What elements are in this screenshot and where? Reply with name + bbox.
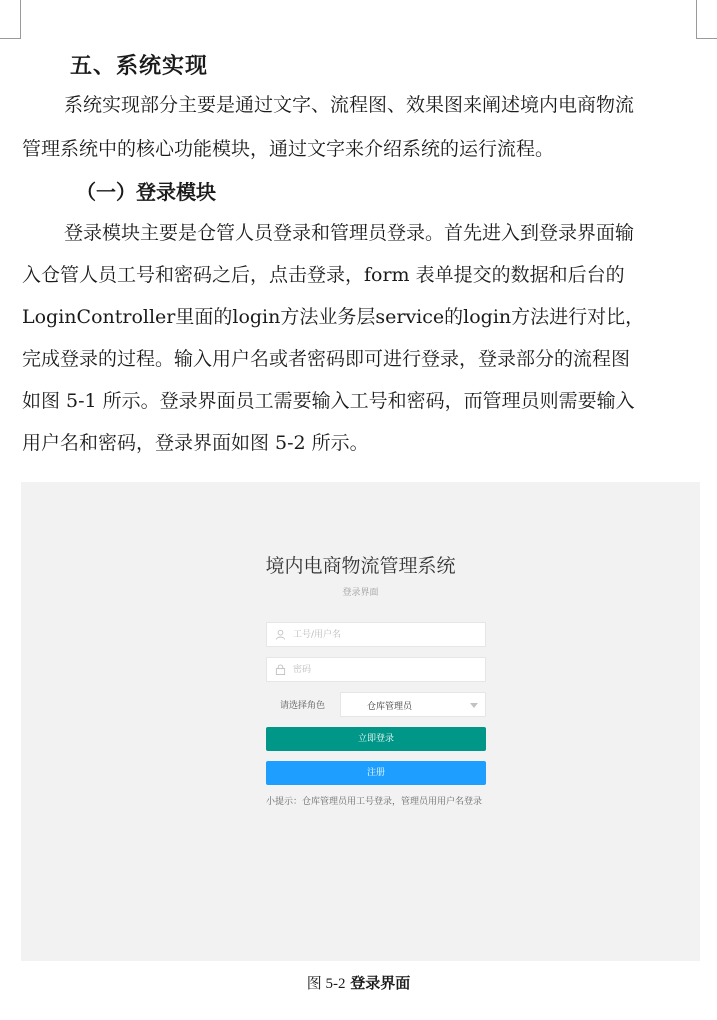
login-button[interactable]: 立即登录: [266, 727, 486, 751]
username-input[interactable]: [293, 623, 481, 646]
subsection-heading: （一）登录模块: [76, 180, 216, 204]
paragraph-line: 入仓管人员工号和密码之后，点击登录，form 表单提交的数据和后台的: [22, 264, 625, 286]
role-select[interactable]: [340, 692, 486, 717]
login-screenshot-figure: [21, 482, 700, 961]
page-corner-mark-right: [696, 0, 717, 39]
paragraph-line: 用户名和密码，登录界面如图 5-2 所示。: [22, 432, 369, 454]
figure-caption-text: 登录界面: [350, 974, 411, 992]
paragraph-line: 系统实现部分主要是通过文字、流程图、效果图来阐述境内电商物流: [64, 94, 635, 116]
role-selected-value: 仓库管理员: [367, 702, 413, 712]
paragraph-line: LoginController里面的login方法业务层service的login方法进行对比，: [22, 306, 645, 328]
username-field[interactable]: [266, 622, 486, 647]
paragraph-line: 管理系统中的核心功能模块，通过文字来介绍系统的运行流程。: [22, 138, 555, 160]
login-hint: 小提示：仓库管理员用工号登录，管理员用用户名登录: [266, 797, 483, 807]
page-corner-mark-left: [0, 0, 21, 39]
lock-icon: [275, 664, 286, 675]
figure-caption: [0, 972, 717, 993]
register-button[interactable]: 注册: [266, 761, 486, 785]
login-system-title: 境内电商物流管理系统: [265, 555, 456, 577]
paragraph-line: 登录模块主要是仓管人员登录和管理员登录。首先进入到登录界面输: [64, 222, 635, 244]
password-field[interactable]: [266, 657, 486, 682]
paragraph-line: 完成登录的过程。输入用户名或者密码即可进行登录，登录部分的流程图: [22, 348, 631, 370]
login-subtitle: 登录界面: [342, 588, 379, 598]
role-label: 请选择角色: [279, 701, 325, 711]
paragraph-line: 如图 5-1 所示。登录界面员工需要输入工号和密码，而管理员则需要输入: [22, 390, 635, 412]
figure-number: 图 5-2: [306, 976, 346, 992]
section-heading: 五、系统实现: [70, 53, 209, 79]
chevron-down-icon: [470, 703, 478, 708]
password-input[interactable]: [293, 658, 481, 681]
user-icon: [275, 629, 286, 640]
